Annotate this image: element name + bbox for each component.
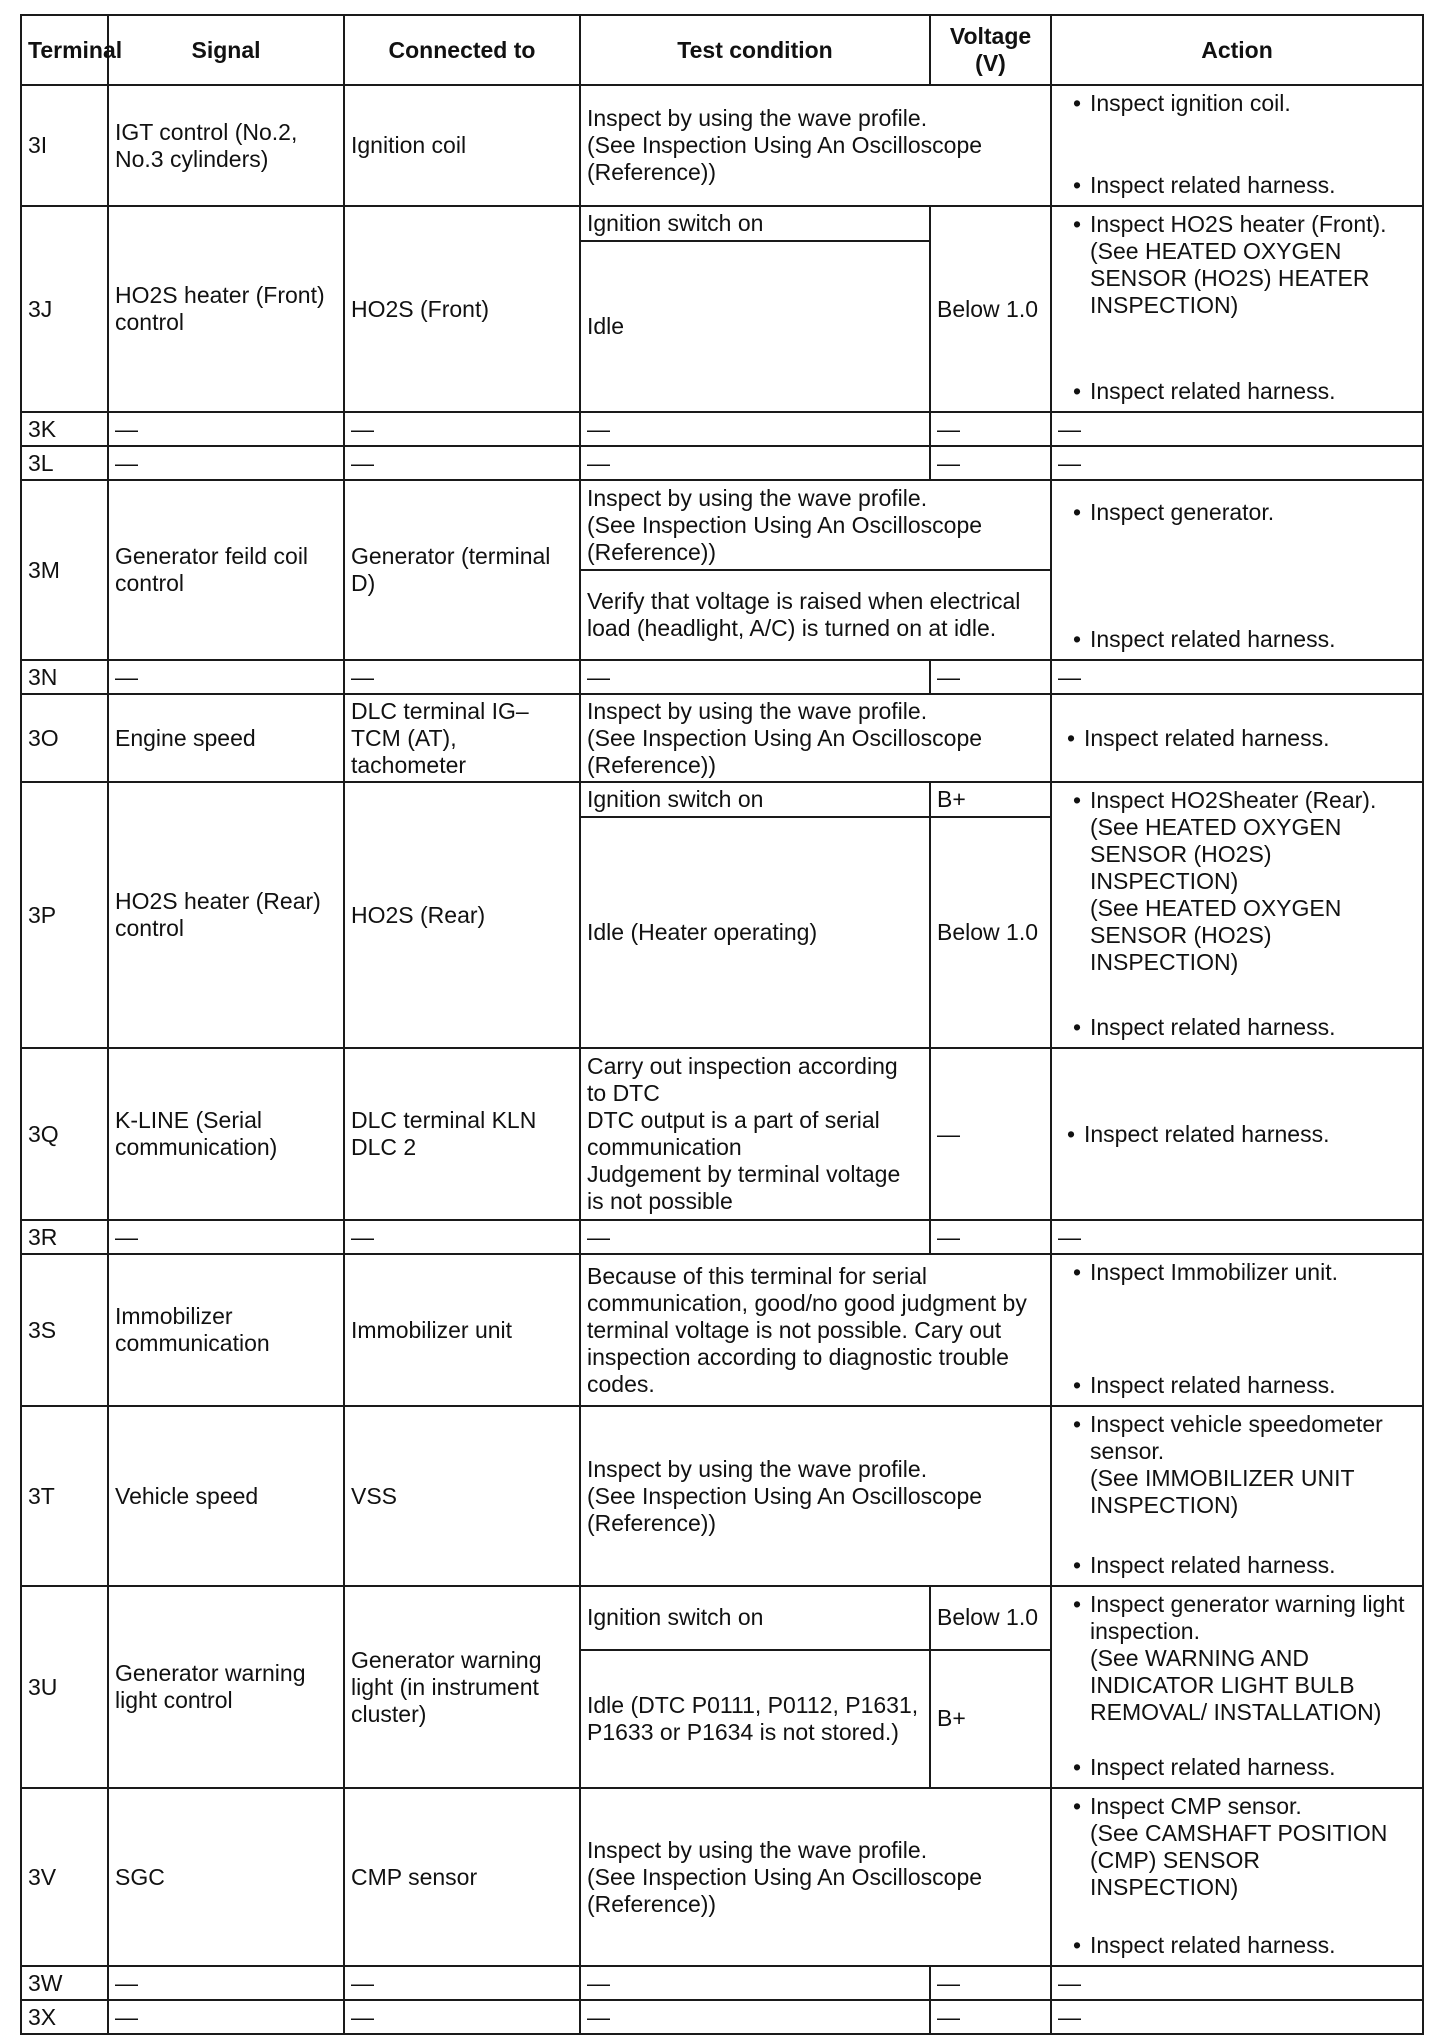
action-cell bbox=[1051, 1586, 1423, 1788]
terminal-cell: 3W bbox=[21, 1966, 108, 2000]
dash-cell: — bbox=[344, 660, 580, 694]
dash-cell: — bbox=[1051, 1220, 1423, 1254]
action-item: • Inspect Immobilizer unit. bbox=[1064, 1259, 1410, 1286]
action-cell bbox=[1051, 1254, 1423, 1406]
bullet-icon: • bbox=[1072, 1591, 1082, 1617]
dash-cell: — bbox=[1051, 1966, 1423, 2000]
connected-cell: Generator (terminal D) bbox=[344, 480, 580, 660]
header-signal: Signal bbox=[108, 15, 344, 85]
bullet-icon: • bbox=[1066, 724, 1076, 751]
action-item: • Inspect related harness. bbox=[1064, 626, 1410, 653]
table-row bbox=[21, 1048, 1423, 1220]
action-item: • Inspect ignition coil. bbox=[1064, 90, 1410, 117]
signal-cell: Generator warning light control bbox=[108, 1586, 344, 1788]
dash-cell: — bbox=[108, 1220, 344, 1254]
connected-cell: Generator warning light (in instrument cluster) bbox=[344, 1586, 580, 1788]
table-row bbox=[21, 1254, 1423, 1406]
dash-cell: — bbox=[108, 2000, 344, 2034]
test-condition-cell: Idle (DTC P0111, P0112, P1631, P1633 or P1634 is not stored.) bbox=[580, 1650, 930, 1788]
dash-cell: — bbox=[930, 2000, 1051, 2034]
signal-cell: Vehicle speed bbox=[108, 1406, 344, 1586]
page bbox=[20, 14, 1422, 2035]
action-item: • Inspect related harness. bbox=[1064, 1014, 1410, 1041]
test-condition-cell: Ignition switch on bbox=[580, 1586, 930, 1650]
bullet-icon: • bbox=[1072, 1372, 1082, 1398]
connected-cell: HO2S (Rear) bbox=[344, 782, 580, 1048]
table-row bbox=[21, 1966, 1423, 2000]
connected-cell: DLC terminal IG– TCM (AT), tachometer bbox=[344, 694, 580, 782]
signal-cell: Engine speed bbox=[108, 694, 344, 782]
voltage-cell: — bbox=[930, 1048, 1051, 1220]
action-item: • Inspect related harness. bbox=[1058, 725, 1416, 752]
test-condition-cell: Idle (Heater operating) bbox=[580, 817, 930, 1048]
bullet-icon: • bbox=[1072, 1014, 1082, 1040]
signal-cell: HO2S heater (Front) control bbox=[108, 206, 344, 412]
header-voltage: Voltage (V) bbox=[930, 15, 1051, 85]
dash-cell: — bbox=[580, 1966, 930, 2000]
table-row bbox=[21, 2000, 1423, 2034]
table-row bbox=[21, 85, 1423, 206]
dash-cell: — bbox=[1051, 2000, 1423, 2034]
action-item: • Inspect related harness. bbox=[1064, 1552, 1410, 1579]
dash-cell: — bbox=[108, 1966, 344, 2000]
test-condition-cell: Because of this terminal for serial communication, good/no good judgment by terminal voltage is not possible. Cary out inspection according to diagnostic trouble codes. bbox=[580, 1254, 1051, 1406]
dash-cell: — bbox=[930, 1220, 1051, 1254]
voltage-cell: Below 1.0 bbox=[930, 206, 1051, 412]
action-cell bbox=[1051, 480, 1423, 660]
connected-cell: Ignition coil bbox=[344, 85, 580, 206]
signal-cell: Generator feild coil control bbox=[108, 480, 344, 660]
bullet-icon: • bbox=[1072, 1793, 1082, 1819]
dash-cell: — bbox=[344, 446, 580, 480]
table-row bbox=[21, 480, 1423, 570]
table-row bbox=[21, 694, 1423, 782]
test-condition-cell: Ignition switch on bbox=[580, 782, 930, 817]
action-item: • Inspect related harness. bbox=[1064, 1372, 1410, 1399]
voltage-cell: Below 1.0 bbox=[930, 1586, 1051, 1650]
dash-cell: — bbox=[930, 660, 1051, 694]
voltage-cell: B+ bbox=[930, 1650, 1051, 1788]
bullet-icon: • bbox=[1072, 787, 1082, 813]
signal-cell: HO2S heater (Rear) control bbox=[108, 782, 344, 1048]
test-condition-cell: Inspect by using the wave profile. (See Inspection Using An Oscilloscope (Reference)) bbox=[580, 1788, 1051, 1966]
table-row bbox=[21, 660, 1423, 694]
table-row bbox=[21, 412, 1423, 446]
dash-cell: — bbox=[108, 412, 344, 446]
terminal-cell: 3N bbox=[21, 660, 108, 694]
table-row bbox=[21, 1788, 1423, 1966]
connected-cell: HO2S (Front) bbox=[344, 206, 580, 412]
action-cell bbox=[1051, 206, 1423, 412]
action-cell bbox=[1051, 1788, 1423, 1966]
terminal-cell: 3R bbox=[21, 1220, 108, 1254]
dash-cell: — bbox=[580, 2000, 930, 2034]
terminal-cell: 3M bbox=[21, 480, 108, 660]
connected-cell: VSS bbox=[344, 1406, 580, 1586]
dash-cell: — bbox=[344, 412, 580, 446]
bullet-icon: • bbox=[1072, 1932, 1082, 1958]
terminal-cell: 3I bbox=[21, 85, 108, 206]
table-row bbox=[21, 206, 1423, 241]
dash-cell: — bbox=[344, 2000, 580, 2034]
terminal-voltage-table bbox=[20, 14, 1424, 2035]
dash-cell: — bbox=[108, 446, 344, 480]
terminal-cell: 3U bbox=[21, 1586, 108, 1788]
dash-cell: — bbox=[1051, 660, 1423, 694]
bullet-icon: • bbox=[1072, 1411, 1082, 1437]
table-row bbox=[21, 782, 1423, 817]
dash-cell: — bbox=[1051, 446, 1423, 480]
table-row bbox=[21, 1220, 1423, 1254]
terminal-cell: 3Q bbox=[21, 1048, 108, 1220]
bullet-icon: • bbox=[1072, 90, 1082, 116]
bullet-icon: • bbox=[1066, 1120, 1076, 1147]
table-row bbox=[21, 446, 1423, 480]
action-item: • Inspect generator. bbox=[1064, 499, 1410, 526]
connected-cell: CMP sensor bbox=[344, 1788, 580, 1966]
header-terminal: Terminal bbox=[21, 15, 108, 85]
bullet-icon: • bbox=[1072, 378, 1082, 404]
test-condition-cell: Inspect by using the wave profile. (See Inspection Using An Oscilloscope (Reference)) bbox=[580, 1406, 1051, 1586]
terminal-cell: 3T bbox=[21, 1406, 108, 1586]
signal-cell: Immobilizer communication bbox=[108, 1254, 344, 1406]
action-item: • Inspect vehicle speedometer sensor. (See IMMOBILIZER UNIT INSPECTION) bbox=[1064, 1411, 1410, 1519]
action-item: • Inspect HO2S heater (Front). (See HEATED OXYGEN SENSOR (HO2S) HEATER INSPECTION) bbox=[1064, 211, 1410, 319]
test-condition-cell: Carry out inspection according to DTC DTC output is a part of serial communication Judgement by terminal voltage is not possible bbox=[580, 1048, 930, 1220]
dash-cell: — bbox=[580, 412, 930, 446]
header-test-condition: Test condition bbox=[580, 15, 930, 85]
test-condition-cell: Inspect by using the wave profile. (See Inspection Using An Oscilloscope (Reference)) bbox=[580, 694, 1051, 782]
bullet-icon: • bbox=[1072, 1754, 1082, 1780]
voltage-cell: Below 1.0 bbox=[930, 817, 1051, 1048]
bullet-icon: • bbox=[1072, 1259, 1082, 1285]
terminal-cell: 3V bbox=[21, 1788, 108, 1966]
action-item: • Inspect related harness. bbox=[1064, 378, 1410, 405]
action-cell bbox=[1051, 1048, 1423, 1220]
action-item: • Inspect related harness. bbox=[1064, 1754, 1410, 1781]
signal-cell: SGC bbox=[108, 1788, 344, 1966]
signal-cell: K-LINE (Serial communication) bbox=[108, 1048, 344, 1220]
table-row bbox=[21, 1406, 1423, 1586]
terminal-cell: 3O bbox=[21, 694, 108, 782]
dash-cell: — bbox=[344, 1220, 580, 1254]
signal-cell: IGT control (No.2, No.3 cylinders) bbox=[108, 85, 344, 206]
header-connected-to: Connected to bbox=[344, 15, 580, 85]
action-cell bbox=[1051, 85, 1423, 206]
voltage-cell: B+ bbox=[930, 782, 1051, 817]
dash-cell: — bbox=[344, 1966, 580, 2000]
action-item: • Inspect related harness. bbox=[1058, 1121, 1416, 1148]
terminal-cell: 3L bbox=[21, 446, 108, 480]
dash-cell: — bbox=[580, 446, 930, 480]
test-condition-cell: Inspect by using the wave profile. (See Inspection Using An Oscilloscope (Reference)) bbox=[580, 480, 1051, 570]
dash-cell: — bbox=[580, 1220, 930, 1254]
test-condition-cell: Ignition switch on bbox=[580, 206, 930, 241]
action-item: • Inspect generator warning light inspection. (See WARNING AND INDICATOR LIGHT BULB REMOVAL/ INSTALLATION) bbox=[1064, 1591, 1410, 1726]
terminal-cell: 3S bbox=[21, 1254, 108, 1406]
bullet-icon: • bbox=[1072, 626, 1082, 652]
bullet-icon: • bbox=[1072, 1552, 1082, 1578]
dash-cell: — bbox=[930, 446, 1051, 480]
terminal-cell: 3X bbox=[21, 2000, 108, 2034]
test-condition-cell: Verify that voltage is raised when electrical load (headlight, A/C) is turned on at idle. bbox=[580, 570, 1051, 660]
bullet-icon: • bbox=[1072, 172, 1082, 198]
terminal-cell: 3J bbox=[21, 206, 108, 412]
test-condition-cell: Idle bbox=[580, 241, 930, 412]
action-cell bbox=[1051, 782, 1423, 1048]
header-row bbox=[21, 15, 1423, 85]
connected-cell: Immobilizer unit bbox=[344, 1254, 580, 1406]
connected-cell: DLC terminal KLN DLC 2 bbox=[344, 1048, 580, 1220]
action-item: • Inspect HO2Sheater (Rear). (See HEATED OXYGEN SENSOR (HO2S) INSPECTION) (See HEATED OXYGEN SENSOR (HO2S) INSPECTION) bbox=[1064, 787, 1410, 976]
action-item: • Inspect related harness. bbox=[1064, 1932, 1410, 1959]
dash-cell: — bbox=[108, 660, 344, 694]
action-cell bbox=[1051, 694, 1423, 782]
action-item: • Inspect CMP sensor. (See CAMSHAFT POSITION (CMP) SENSOR INSPECTION) bbox=[1064, 1793, 1410, 1901]
dash-cell: — bbox=[580, 660, 930, 694]
bullet-icon: • bbox=[1072, 499, 1082, 525]
dash-cell: — bbox=[1051, 412, 1423, 446]
dash-cell: — bbox=[930, 1966, 1051, 2000]
action-cell bbox=[1051, 1406, 1423, 1586]
table-row bbox=[21, 1586, 1423, 1650]
action-item: • Inspect related harness. bbox=[1064, 172, 1410, 199]
terminal-cell: 3K bbox=[21, 412, 108, 446]
test-condition-cell: Inspect by using the wave profile. (See Inspection Using An Oscilloscope (Reference)) bbox=[580, 85, 1051, 206]
bullet-icon: • bbox=[1072, 211, 1082, 237]
dash-cell: — bbox=[930, 412, 1051, 446]
terminal-cell: 3P bbox=[21, 782, 108, 1048]
header-action: Action bbox=[1051, 15, 1423, 85]
